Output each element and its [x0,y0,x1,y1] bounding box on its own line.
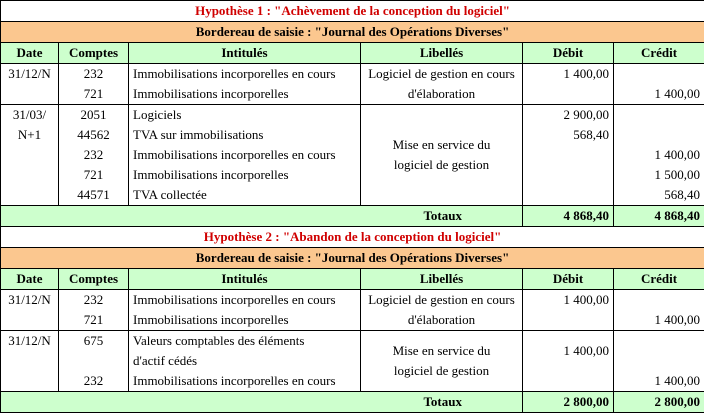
hypothesis-1-header-row [1,43,704,64]
total-debit: 4 868,40 [523,206,614,227]
account-title: Immobilisations incorporelles [129,165,361,185]
account-number: 721 [59,310,129,331]
debit-amount: 1 400,00 [523,290,614,311]
debit-amount [523,185,614,206]
credit-amount [614,105,704,126]
credit-amount: 1 500,00 [614,165,704,185]
credit-amount: 568,40 [614,185,704,206]
credit-amount: 1 400,00 [614,84,704,105]
entry-row [1,125,704,145]
hypothesis-2-totals-row [1,392,704,413]
header-comptes: Comptes [59,269,129,290]
total-debit: 2 800,00 [523,392,614,413]
credit-amount [614,290,704,311]
debit-amount: 1 400,00 [523,331,614,372]
header-credit: Crédit [614,269,704,290]
account-number: 675 [59,331,129,372]
account-title: Immobilisations incorporelles en cours [129,290,361,311]
header-debit: Débit [523,43,614,64]
header-date: Date [1,269,59,290]
credit-amount [614,125,704,145]
entry-row [1,290,704,311]
header-intitules: Intitulés [129,43,361,64]
totals-label: Totaux [1,392,523,413]
entry-row [1,310,704,331]
entry-row [1,64,704,85]
account-number: 232 [59,290,129,311]
debit-amount: 568,40 [523,125,614,145]
account-number: 2051 [59,105,129,126]
debit-amount [523,145,614,165]
account-number: 232 [59,64,129,85]
entry-label: Logiciel de gestion en cours d'élaboration [361,290,523,331]
entry-date: 31/12/N [1,331,59,392]
entry-date-empty [1,84,59,105]
entry-date: 31/12/N [1,64,59,85]
credit-amount: 1 400,00 [614,371,704,392]
header-credit: Crédit [614,43,704,64]
account-title: Immobilisations incorporelles en cours [129,371,361,392]
header-date: Date [1,43,59,64]
totals-label: Totaux [1,206,523,227]
account-number: 721 [59,165,129,185]
account-number: 44562 [59,125,129,145]
credit-amount [614,64,704,85]
account-title: Valeurs comptables des éléments [129,331,361,352]
debit-amount [523,310,614,331]
debit-amount [523,371,614,392]
entry-row [1,185,704,206]
header-libelles: Libellés [361,43,523,64]
hypothesis-2-header-row [1,269,704,290]
credit-amount [614,331,704,372]
entry-date: 31/12/N [1,290,59,311]
entry-row [1,145,704,165]
account-number: 721 [59,84,129,105]
entry-row [1,371,704,392]
account-title: Immobilisations incorporelles en cours [129,64,361,85]
hypothesis-1-title: Hypothèse 1 : "Achèvement de la conception du logiciel" [1,1,704,22]
header-libelles: Libellés [361,269,523,290]
account-title: Immobilisations incorporelles [129,84,361,105]
debit-amount [523,165,614,185]
account-number: 232 [59,371,129,392]
account-title: TVA collectée [129,185,361,206]
hypothesis-2-title: Hypothèse 2 : "Abandon de la conception du logiciel" [1,227,704,248]
credit-amount: 1 400,00 [614,310,704,331]
account-number: 232 [59,145,129,165]
entry-row [1,105,704,126]
account-title: Immobilisations incorporelles [129,310,361,331]
entry-label: Mise en service du logiciel de gestion [361,331,523,392]
entry-label: Mise en service du logiciel de gestion [361,105,523,206]
entry-row [1,165,704,185]
account-title: Immobilisations incorporelles en cours [129,145,361,165]
entry-date: 31/03/ N+1 [1,105,59,206]
debit-amount: 2 900,00 [523,105,614,126]
header-comptes: Comptes [59,43,129,64]
account-title: TVA sur immobilisations [129,125,361,145]
credit-amount: 1 400,00 [614,145,704,165]
hypothesis-1-totals-row [1,206,704,227]
entry-label: Logiciel de gestion en cours d'élaboration [361,64,523,105]
account-title: d'actif cédés [129,351,361,371]
total-credit: 4 868,40 [614,206,704,227]
total-credit: 2 800,00 [614,392,704,413]
hypothesis-2-bordereau: Bordereau de saisie : "Journal des Opérations Diverses" [1,248,704,269]
entry-row [1,84,704,105]
header-debit: Débit [523,269,614,290]
hypothesis-1-bordereau: Bordereau de saisie : "Journal des Opérations Diverses" [1,22,704,43]
entry-row [1,331,704,352]
entry-date-empty [1,310,59,331]
account-title: Logiciels [129,105,361,126]
account-number: 44571 [59,185,129,206]
header-intitules: Intitulés [129,269,361,290]
debit-amount: 1 400,00 [523,64,614,85]
debit-amount [523,84,614,105]
